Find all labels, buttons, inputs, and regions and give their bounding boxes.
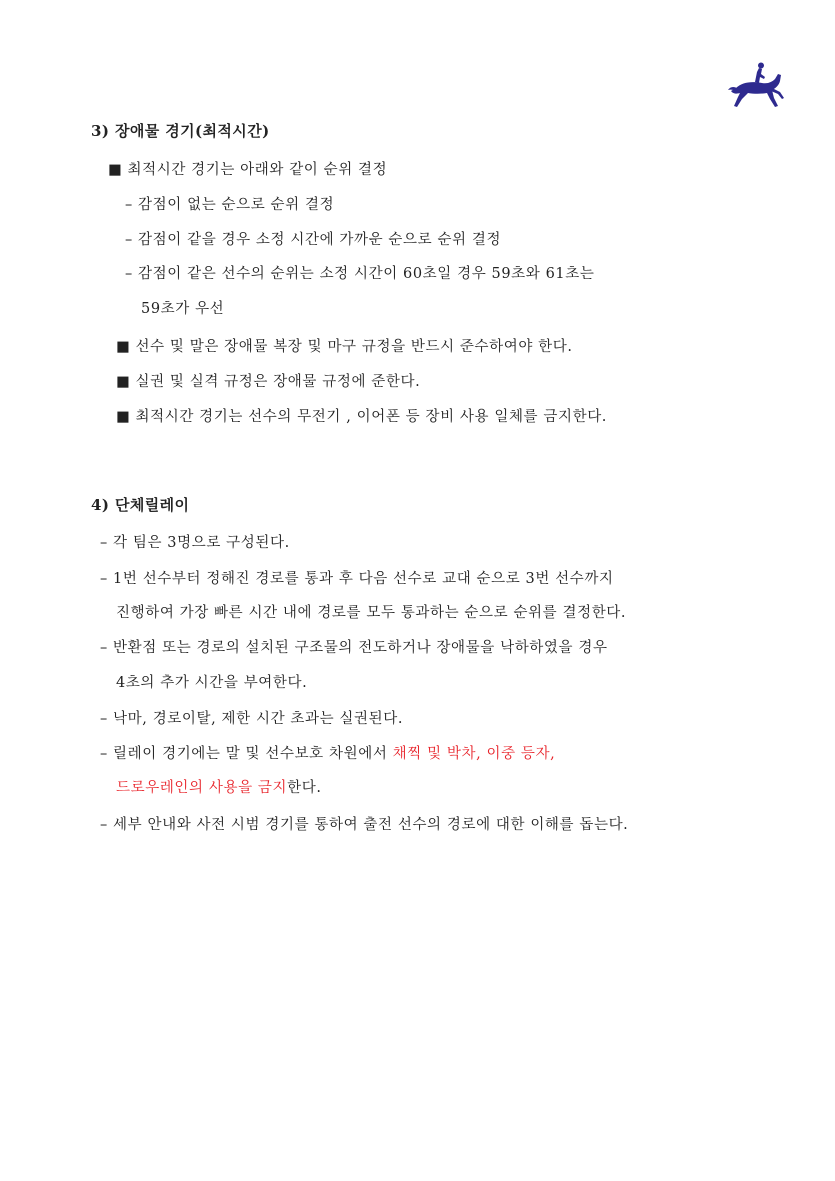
dash-item-equipment-ban-relay-continued — [116, 778, 322, 798]
equipment-ban-highlight: 채찍 및 박차, 이중 등자, — [392, 746, 556, 762]
equipment-ban-text-end: 한다. — [287, 780, 322, 796]
dash-item-demonstration: – 세부 안내와 사전 시범 경기를 통하여 출전 선수의 경로에 대한 이해를 돕는다. — [100, 817, 629, 833]
equipment-ban-text: – 릴레이 경기에는 말 및 선수보호 차원에서 — [100, 746, 393, 762]
section-4-heading: 4) 단체릴레이 — [91, 496, 190, 514]
dash-item-team-composition: – 각 팀은 3명으로 구성된다. — [100, 535, 290, 551]
dash-item-equal-rank: – 감점이 같은 선수의 순위는 소정 시간이 60초일 경우 59초와 61초는 — [125, 266, 595, 282]
dash-item-knockdown-penalty-continued: 4초의 추가 시간을 부여한다. — [116, 675, 308, 691]
section-3-heading: 3) 장애물 경기(최적시간) — [91, 122, 270, 140]
bullet-item-equipment-ban: ■ 최적시간 경기는 선수의 무전기 , 이어폰 등 장비 사용 일체를 금지한다. — [116, 409, 608, 425]
dash-item-fall-elimination: – 낙마, 경로이탈, 제한 시간 초과는 실권된다. — [100, 711, 404, 727]
dash-item-equipment-ban-relay — [100, 744, 555, 764]
dash-item-equal-penalty: – 감점이 같을 경우 소정 시간에 가까운 순으로 순위 결정 — [125, 232, 502, 248]
dash-item-knockdown-penalty: – 반환점 또는 경로의 설치된 구조물의 전도하거나 장애물을 낙하하였을 경우 — [100, 640, 608, 656]
bullet-item-elimination-rules: ■ 실권 및 실격 규정은 장애물 규정에 준한다. — [116, 374, 421, 390]
dash-item-relay-order-continued: 진행하여 가장 빠른 시간 내에 경로를 모두 통과하는 순으로 순위를 결정한다. — [116, 605, 627, 621]
bullet-item-optimal-time-ranking: ■ 최적시간 경기는 아래와 같이 순위 결정 — [108, 162, 388, 178]
bullet-item-attire-rules: ■ 선수 및 말은 장애물 복장 및 마구 규정을 반드시 준수하여야 한다. — [116, 339, 573, 355]
dash-item-equal-rank-continued: 59초가 우선 — [141, 301, 225, 317]
equipment-ban-highlight-continued: 드로우레인의 사용을 금지 — [116, 780, 288, 796]
dash-item-no-penalty: – 감점이 없는 순으로 순위 결정 — [125, 197, 335, 213]
horse-rider-icon — [728, 62, 786, 110]
dash-item-relay-order: – 1번 선수부터 정해진 경로를 통과 후 다음 선수로 교대 순으로 3번 선수까지 — [100, 571, 614, 587]
